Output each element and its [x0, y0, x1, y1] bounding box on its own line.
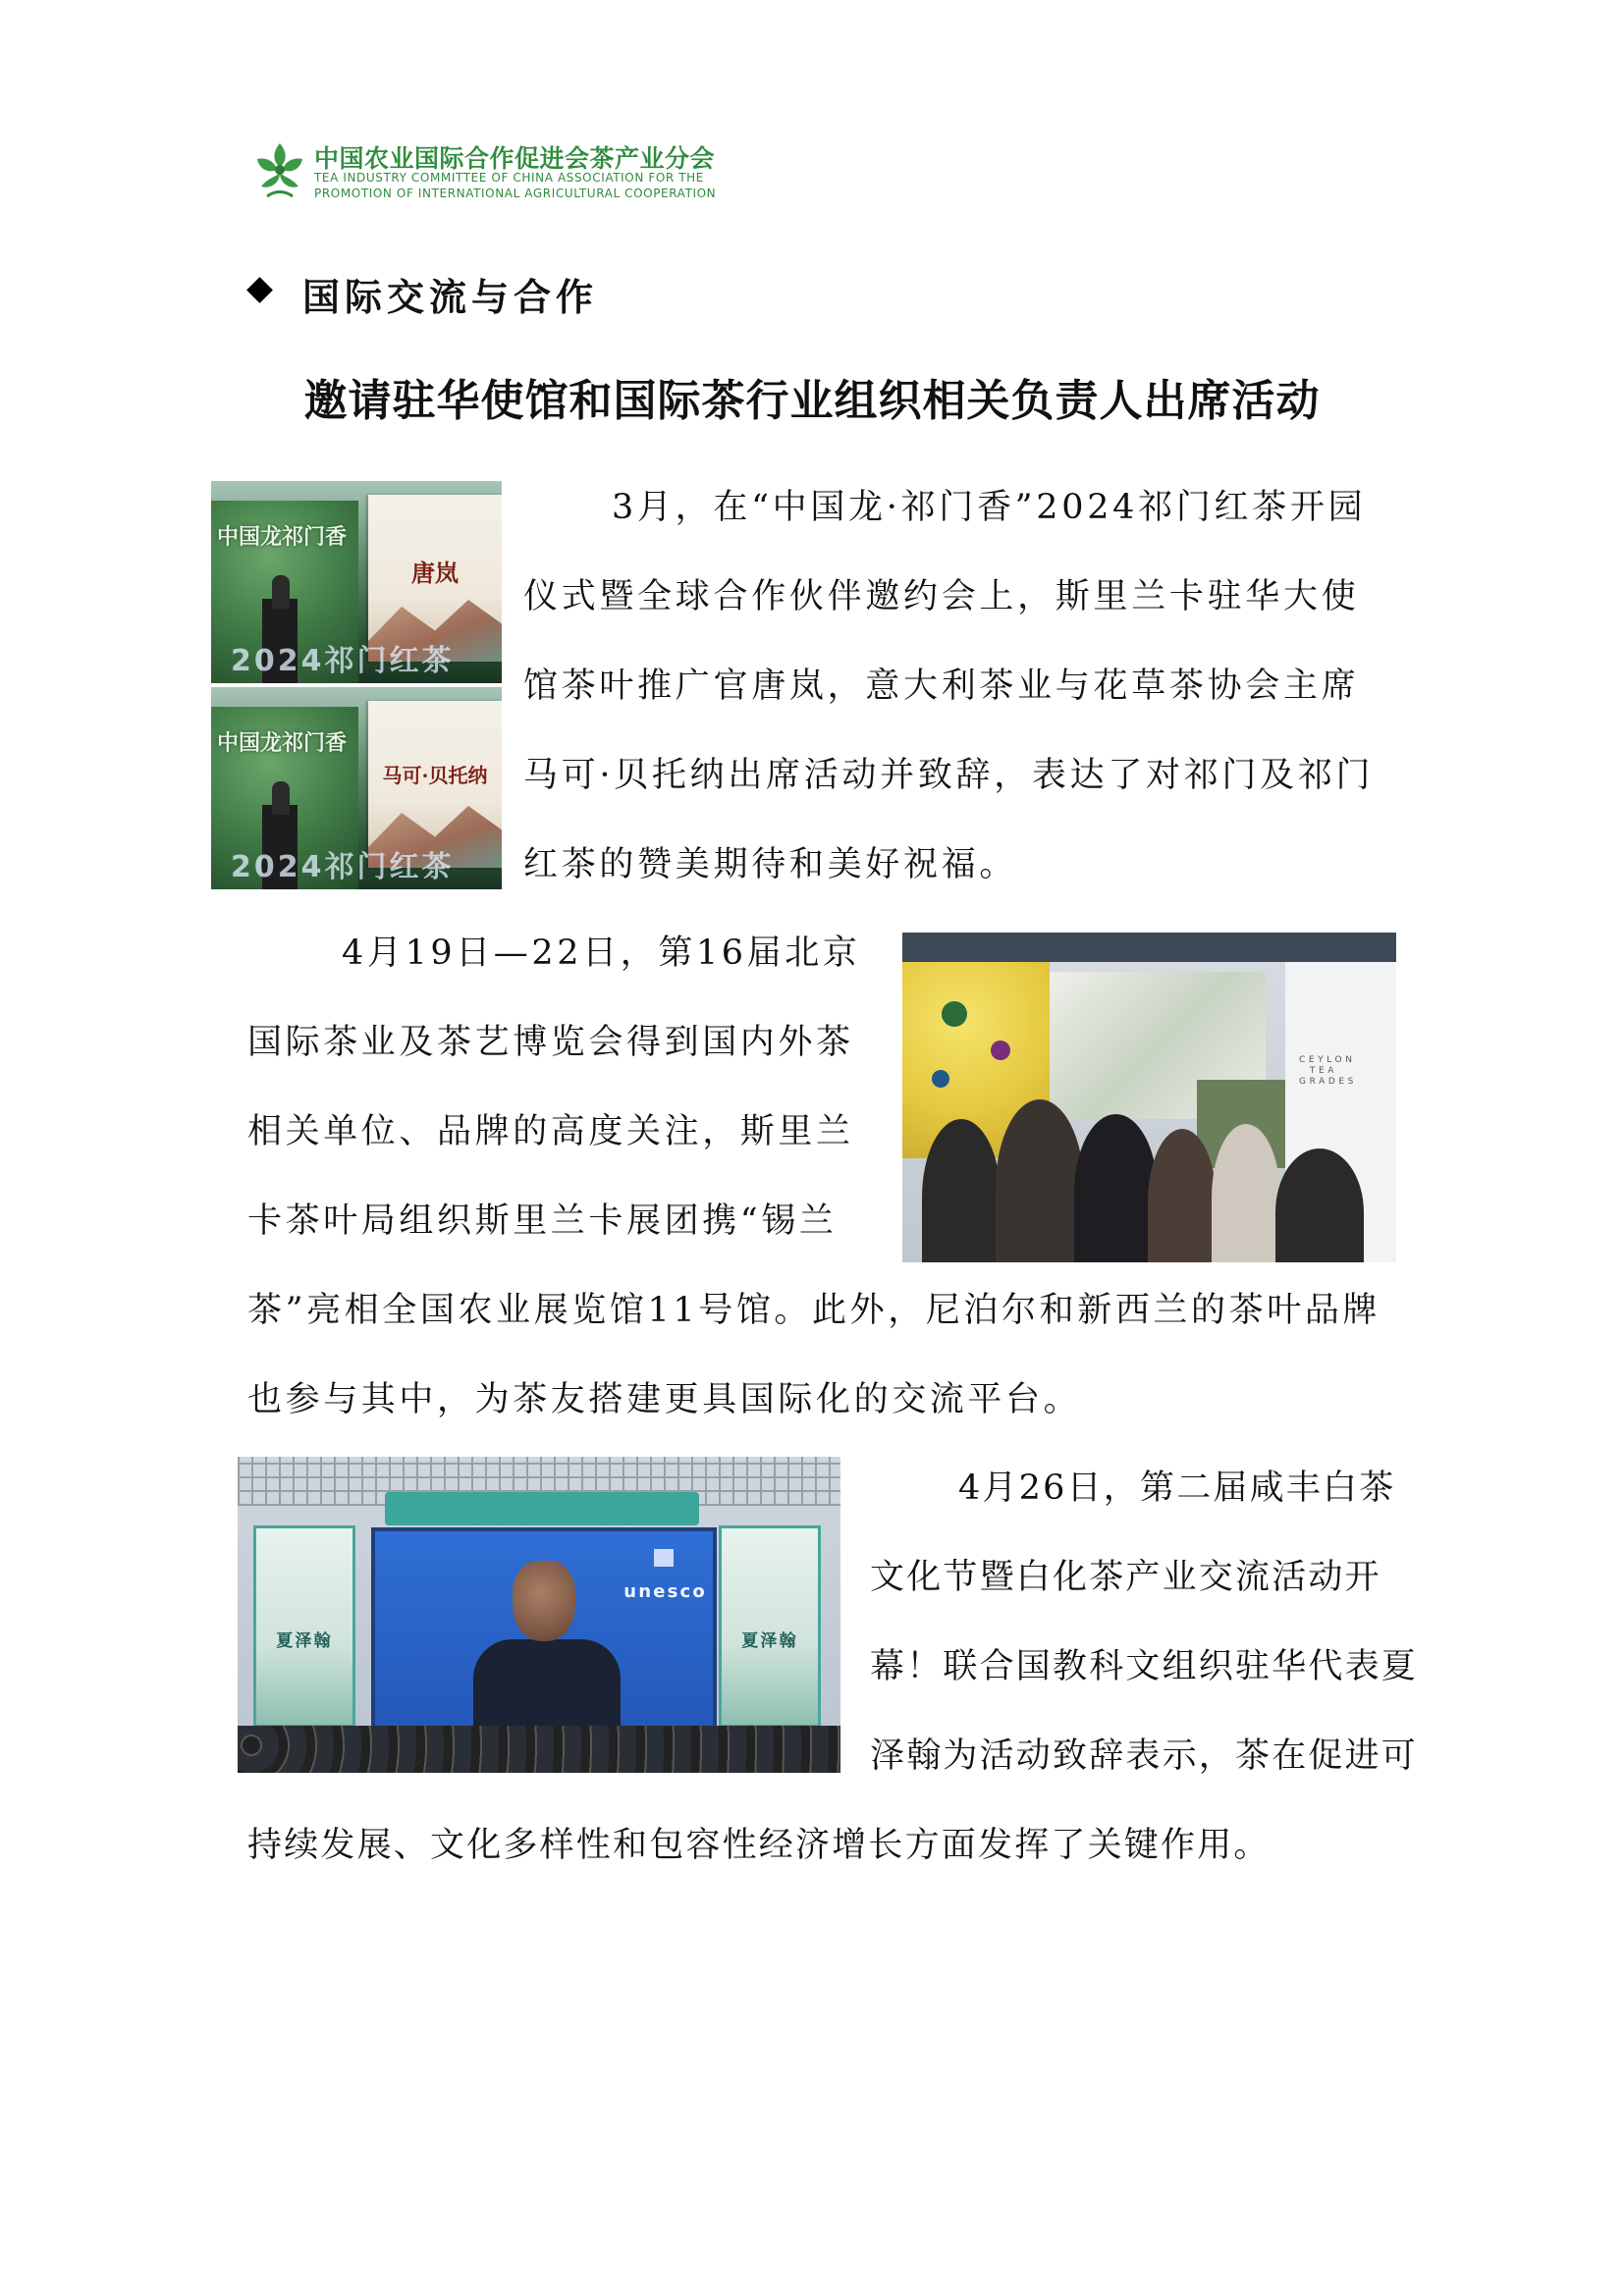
tea-grades-panel-text: CEYLON TEA GRADES	[1299, 1055, 1357, 1087]
article-title: 邀请驻华使馆和国际茶行业组织相关负责人出席活动	[303, 376, 1321, 426]
stage-photo-top	[211, 481, 502, 683]
exhibition-booth-photo	[902, 933, 1396, 1262]
stage-photo-bottom	[211, 687, 502, 889]
side-board-name: 夏泽翰	[741, 1631, 798, 1651]
paragraph-2: 4月19日—22日，第16届北京国际茶业及茶艺博览会得到国内外茶相关单位、品牌的高度关注，斯里兰卡茶叶局组织斯里兰卡展团携“锡兰茶”亮相全国农业展览馆11号馆。此外，尼泊尔和新西兰的茶叶品牌也参与其中，为茶友搭建更具国际化的交流平台。	[247, 934, 1381, 1419]
video-screen	[371, 1527, 717, 1741]
speaker-name: 马可·贝托纳	[382, 764, 488, 787]
paragraph-3-block	[247, 1444, 1426, 1891]
letterhead	[247, 137, 758, 206]
side-board-name: 夏泽翰	[276, 1631, 333, 1651]
paragraph-1: 3月，在“中国龙·祁门香”2024祁门红茶开园仪式暨全球合作伙伴邀约会上，斯里兰卡驻华大使馆茶叶推广官唐岚，意大利茶业与花草茶协会主席马可·贝托纳出席活动并致辞，表达了对祁门及祁门红茶的赞美期待和美好祝福。	[523, 488, 1375, 884]
letterhead-org-name-en-line1: TEA INDUSTRY COMMITTEE OF CHINA ASSOCIATION FOR THE	[314, 171, 704, 185]
stage-sign-text: 中国龙祁门香	[217, 731, 348, 756]
diamond-bullet-icon	[246, 277, 273, 303]
booth-header	[902, 933, 1396, 962]
stage-banner-text: 2024祁门红茶	[231, 850, 455, 884]
screen-logo-text: unesco	[623, 1581, 707, 1602]
video-speech-photo	[238, 1457, 840, 1773]
paragraph-3: 4月26日，第二届咸丰白茶文化节暨白化茶产业交流活动开幕！联合国教科文组织驻华代表夏泽翰为活动致辞表示，茶在促进可持续发展、文化多样性和包容性经济增长方面发挥了关键作用。	[247, 1468, 1419, 1865]
event-photo-qimen	[211, 481, 502, 889]
paragraph-2-block	[247, 909, 1396, 1445]
tea-leaf-logo-icon	[247, 137, 312, 202]
section-heading	[250, 267, 598, 321]
side-board-right	[719, 1525, 821, 1728]
letterhead-org-name-cn: 中国农业国际合作促进会茶产业分会	[314, 144, 716, 173]
audience	[238, 1726, 840, 1773]
speaker-name: 唐岚	[411, 559, 459, 587]
section-title: 国际交流与合作	[302, 276, 599, 319]
stage-banner-text: 2024祁门红茶	[231, 644, 455, 678]
letterhead-org-name-en-line2: PROMOTION OF INTERNATIONAL AGRICULTURAL COOPERATION	[314, 187, 717, 200]
speaker-figure	[272, 781, 290, 815]
side-board-left	[253, 1525, 355, 1728]
venue-banner	[385, 1492, 699, 1525]
stage-sign-text: 中国龙祁门香	[217, 525, 348, 550]
speaker-figure	[272, 575, 290, 609]
